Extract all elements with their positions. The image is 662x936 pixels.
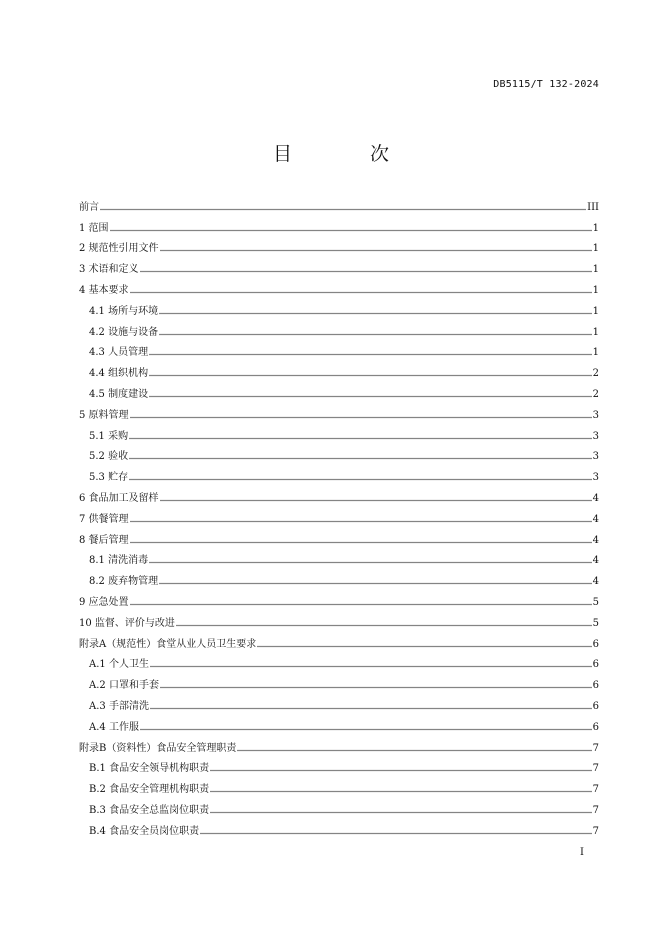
toc-entry-label: A.1 个人卫生 xyxy=(89,659,149,671)
toc-entry[interactable] xyxy=(79,796,599,817)
toc-entry-label: 4.4 组织机构 xyxy=(89,368,149,380)
toc-entry-label: 6 食品加工及留样 xyxy=(79,492,159,504)
toc-dot-leader xyxy=(200,832,592,835)
toc-dot-leader xyxy=(210,811,592,814)
toc-entry-label: 4 基本要求 xyxy=(79,284,129,296)
toc-entry-label: 10 监督、评价与改进 xyxy=(79,617,175,629)
toc-entry[interactable] xyxy=(79,193,599,214)
toc-entry-label: 7 供餐管理 xyxy=(79,513,129,525)
toc-dot-leader xyxy=(150,707,592,710)
toc-entry[interactable] xyxy=(79,443,599,464)
toc-entry[interactable] xyxy=(79,401,599,422)
toc-entry-page: 6 xyxy=(592,721,599,733)
toc-entry-page: 3 xyxy=(592,430,599,442)
toc-entry-label: 附录B（资料性）食品安全管理职责 xyxy=(79,742,237,754)
toc-entry-page: 4 xyxy=(592,492,599,504)
toc-entry[interactable] xyxy=(79,484,599,505)
toc-entry[interactable] xyxy=(79,235,599,256)
toc-entry-label: A.4 工作服 xyxy=(89,721,139,733)
toc-entry-page: 2 xyxy=(592,368,599,380)
toc-dot-leader xyxy=(160,249,592,252)
toc-entry-label: 8 餐后管理 xyxy=(79,534,129,546)
toc-dot-leader xyxy=(160,499,592,502)
table-of-contents xyxy=(79,193,599,838)
toc-entry-label: 1 范围 xyxy=(79,222,109,234)
toc-entry-page: 1 xyxy=(592,264,599,276)
toc-entry-page: 6 xyxy=(592,638,599,650)
toc-entry-page: 3 xyxy=(592,409,599,421)
toc-dot-leader xyxy=(149,353,592,356)
toc-entry-page: 1 xyxy=(592,222,599,234)
toc-dot-leader xyxy=(150,665,592,668)
toc-entry[interactable] xyxy=(79,463,599,484)
toc-entry-label: B.1 食品安全领导机构职责 xyxy=(89,763,210,775)
toc-entry-page: 7 xyxy=(592,825,599,837)
toc-dot-leader xyxy=(130,541,592,544)
toc-dot-leader xyxy=(159,312,592,315)
toc-entry-label: A.2 口罩和手套 xyxy=(89,680,159,692)
toc-entry-page: 1 xyxy=(592,243,599,255)
toc-entry-page: 7 xyxy=(592,784,599,796)
toc-entry-label: 5 原料管理 xyxy=(79,409,129,421)
toc-entry[interactable] xyxy=(79,255,599,276)
toc-dot-leader xyxy=(176,624,592,627)
toc-dot-leader xyxy=(140,270,592,273)
toc-entry[interactable] xyxy=(79,339,599,360)
toc-dot-leader xyxy=(160,686,592,689)
toc-entry[interactable] xyxy=(79,422,599,443)
standard-code: DB5115/T 132-2024 xyxy=(493,79,599,90)
toc-entry-label: 4.2 设施与设备 xyxy=(89,326,159,338)
toc-dot-leader xyxy=(257,645,591,648)
toc-entry-page: 7 xyxy=(592,742,599,754)
toc-entry-label: B.4 食品安全员岗位职责 xyxy=(89,825,200,837)
toc-entry-label: 4.5 制度建设 xyxy=(89,388,149,400)
toc-entry-label: 8.1 清洗消毒 xyxy=(89,555,149,567)
toc-entry[interactable] xyxy=(79,276,599,297)
toc-dot-leader xyxy=(149,561,592,564)
toc-entry-label: 4.3 人员管理 xyxy=(89,347,149,359)
toc-entry-page: 7 xyxy=(592,763,599,775)
toc-entry-page: 4 xyxy=(592,576,599,588)
toc-entry-page: 1 xyxy=(592,326,599,338)
toc-entry[interactable] xyxy=(79,380,599,401)
toc-entry[interactable] xyxy=(79,505,599,526)
toc-entry-label: 附录A（规范性）食堂从业人员卫生要求 xyxy=(79,638,257,650)
toc-dot-leader xyxy=(149,395,592,398)
toc-entry[interactable] xyxy=(79,547,599,568)
toc-entry-page: 1 xyxy=(592,347,599,359)
toc-dot-leader xyxy=(110,229,592,232)
toc-entry-label: 4.1 场所与环境 xyxy=(89,305,159,317)
toc-entry[interactable] xyxy=(79,214,599,235)
toc-entry-page: 3 xyxy=(592,451,599,463)
toc-entry[interactable] xyxy=(79,588,599,609)
toc-entry-page: 7 xyxy=(592,804,599,816)
toc-entry-label: 3 术语和定义 xyxy=(79,264,139,276)
toc-entry-page: 1 xyxy=(592,284,599,296)
toc-dot-leader xyxy=(130,416,592,419)
toc-dot-leader xyxy=(130,291,592,294)
toc-entry-label: 5.1 采购 xyxy=(89,430,129,442)
toc-entry-page: 6 xyxy=(592,700,599,712)
toc-entry-page: III xyxy=(587,201,599,213)
toc-entry[interactable] xyxy=(79,775,599,796)
toc-dot-leader xyxy=(159,333,592,336)
toc-dot-leader xyxy=(149,374,592,377)
toc-entry-label: 前言 xyxy=(79,201,99,213)
toc-entry-page: 3 xyxy=(592,472,599,484)
toc-entry[interactable] xyxy=(79,630,599,651)
toc-entry[interactable] xyxy=(79,567,599,588)
toc-dot-leader xyxy=(210,769,592,772)
toc-entry[interactable] xyxy=(79,359,599,380)
page-number: I xyxy=(580,847,584,858)
toc-entry[interactable] xyxy=(79,692,599,713)
toc-entry-page: 4 xyxy=(592,534,599,546)
toc-entry-label: 5.2 验收 xyxy=(89,451,129,463)
toc-entry-label: 2 规范性引用文件 xyxy=(79,243,159,255)
toc-entry-label: A.3 手部清洗 xyxy=(89,700,149,712)
toc-entry[interactable] xyxy=(79,817,599,838)
toc-entry-label: B.2 食品安全管理机构职责 xyxy=(89,784,210,796)
toc-entry-page: 2 xyxy=(592,388,599,400)
page-title: 目 次 xyxy=(272,143,426,165)
toc-entry[interactable] xyxy=(79,755,599,776)
toc-entry-page: 6 xyxy=(592,680,599,692)
toc-entry-page: 6 xyxy=(592,659,599,671)
toc-dot-leader xyxy=(130,520,592,523)
toc-entry[interactable] xyxy=(79,734,599,755)
toc-entry[interactable] xyxy=(79,713,599,734)
toc-entry-page: 5 xyxy=(592,617,599,629)
toc-entry-page: 5 xyxy=(592,596,599,608)
toc-dot-leader xyxy=(140,728,592,731)
toc-entry[interactable] xyxy=(79,526,599,547)
toc-entry[interactable] xyxy=(79,297,599,318)
toc-entry-label: 8.2 废弃物管理 xyxy=(89,576,159,588)
toc-dot-leader xyxy=(159,582,592,585)
toc-entry-label: 9 应急处置 xyxy=(79,596,129,608)
toc-dot-leader xyxy=(129,457,592,460)
toc-entry-page: 4 xyxy=(592,513,599,525)
toc-entry-label: 5.3 贮存 xyxy=(89,472,129,484)
toc-entry-label: B.3 食品安全总监岗位职责 xyxy=(89,804,210,816)
toc-dot-leader xyxy=(100,208,586,211)
toc-dot-leader xyxy=(210,790,592,793)
toc-entry[interactable] xyxy=(79,651,599,672)
toc-dot-leader xyxy=(129,478,592,481)
toc-entry[interactable] xyxy=(79,609,599,630)
toc-dot-leader xyxy=(237,749,591,752)
toc-dot-leader xyxy=(130,603,592,606)
toc-entry-page: 1 xyxy=(592,305,599,317)
toc-entry[interactable] xyxy=(79,671,599,692)
toc-dot-leader xyxy=(129,437,592,440)
toc-entry[interactable] xyxy=(79,318,599,339)
toc-entry-page: 4 xyxy=(592,555,599,567)
